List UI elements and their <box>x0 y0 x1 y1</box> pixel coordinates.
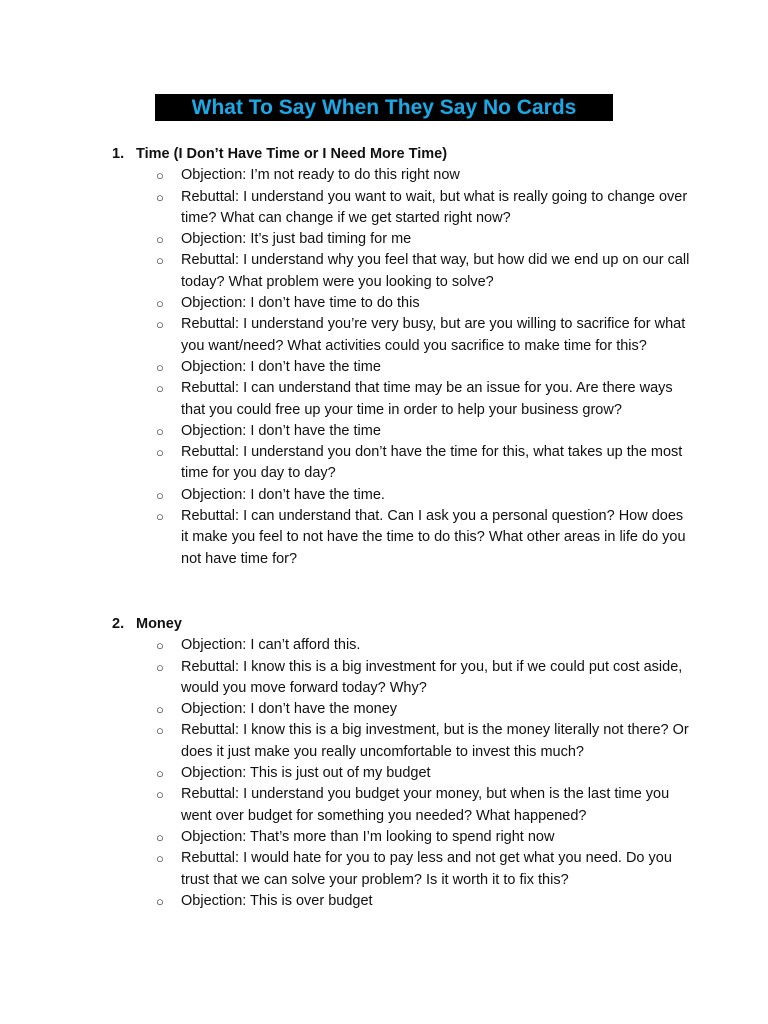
section-money <box>112 614 692 912</box>
section-number: 1. <box>112 146 125 162</box>
list-item <box>112 357 692 378</box>
section-number: 2. <box>112 616 125 632</box>
list-item <box>112 485 692 506</box>
item-text: Rebuttal: I can understand that time may be an issue for you. Are there ways that you could free up your time in order to help your business grow? <box>181 380 673 418</box>
circle-bullet-icon: ○ <box>156 509 164 525</box>
item-text: Objection: I don’t have the money <box>181 701 398 718</box>
item-text: Objection: I don’t have time to do this <box>181 295 420 312</box>
item-text: Objection: This is over budget <box>181 892 373 909</box>
item-text: Objection: I don’t have the time. <box>181 486 385 503</box>
list-item <box>112 635 692 656</box>
circle-bullet-icon: ○ <box>156 787 164 803</box>
list-item <box>112 378 692 421</box>
item-text: Rebuttal: I know this is a big investment for you, but if we could put cost aside, would you move forward today? Why? <box>181 658 683 696</box>
circle-bullet-icon: ○ <box>156 445 164 461</box>
item-text: Rebuttal: I understand you’re very busy, but are you willing to sacrifice for what you want/need? What activities could you sacrifice to make time for this? <box>181 316 686 354</box>
circle-bullet-icon: ○ <box>156 723 164 739</box>
list-item <box>112 314 692 357</box>
item-text: Objection: I’m not ready to do this right now <box>181 167 460 184</box>
circle-bullet-icon: ○ <box>156 317 164 333</box>
list-item <box>112 891 692 912</box>
list-item <box>112 827 692 848</box>
list-item <box>112 763 692 784</box>
circle-bullet-icon: ○ <box>156 702 164 718</box>
circle-bullet-icon: ○ <box>156 487 164 503</box>
item-text: Objection: I don’t have the time <box>181 358 381 375</box>
page-title: What To Say When They Say No Cards <box>191 96 577 119</box>
circle-bullet-icon: ○ <box>156 189 164 205</box>
list-item <box>112 187 692 230</box>
section-heading <box>112 144 692 165</box>
item-text: Rebuttal: I can understand that. Can I ask you a personal question? How does it make you feel to not have the time to do this? What other areas in life do you not have time for? <box>181 508 686 567</box>
circle-bullet-icon: ○ <box>156 168 164 184</box>
circle-bullet-icon: ○ <box>156 359 164 375</box>
circle-bullet-icon: ○ <box>156 829 164 845</box>
list-item <box>112 165 692 186</box>
item-text: Objection: I can’t afford this. <box>181 637 361 654</box>
section-time <box>112 144 692 570</box>
list-item <box>112 784 692 827</box>
circle-bullet-icon: ○ <box>156 851 164 867</box>
circle-bullet-icon: ○ <box>156 638 164 654</box>
objection-list <box>112 165 692 570</box>
item-text: Objection: That’s more than I’m looking to spend right now <box>181 828 555 845</box>
circle-bullet-icon: ○ <box>156 253 164 269</box>
list-item <box>112 699 692 720</box>
item-text: Rebuttal: I understand you budget your money, but when is the last time you went over budget for something you needed? What happened? <box>181 786 670 824</box>
list-item <box>112 293 692 314</box>
item-text: Rebuttal: I understand why you feel that way, but how did we end up on our call today? What problem were you looking to solve? <box>181 252 690 290</box>
list-item <box>112 250 692 293</box>
section-title: Money <box>136 616 182 632</box>
list-item <box>112 657 692 700</box>
list-item <box>112 720 692 763</box>
list-item <box>112 506 692 570</box>
item-text: Objection: It’s just bad timing for me <box>181 231 412 248</box>
list-item <box>112 421 692 442</box>
section-heading <box>112 614 692 635</box>
circle-bullet-icon: ○ <box>156 893 164 909</box>
circle-bullet-icon: ○ <box>156 659 164 675</box>
title-banner <box>155 94 613 121</box>
objection-list <box>112 635 692 912</box>
item-text: Rebuttal: I understand you don’t have the time for this, what takes up the most time for you day to day? <box>181 444 683 482</box>
circle-bullet-icon: ○ <box>156 232 164 248</box>
item-text: Objection: I don’t have the time <box>181 422 381 439</box>
item-text: Rebuttal: I would hate for you to pay less and not get what you need. Do you trust that we can solve your problem? Is it worth it to fix this? <box>181 850 672 888</box>
item-text: Objection: This is just out of my budget <box>181 765 431 782</box>
circle-bullet-icon: ○ <box>156 296 164 312</box>
list-item <box>112 442 692 485</box>
circle-bullet-icon: ○ <box>156 381 164 397</box>
item-text: Rebuttal: I know this is a big investment, but is the money literally not there? Or does it just make you really uncomfortable to invest this much? <box>181 722 689 760</box>
circle-bullet-icon: ○ <box>156 766 164 782</box>
circle-bullet-icon: ○ <box>156 423 164 439</box>
list-item <box>112 848 692 891</box>
section-title: Time (I Don’t Have Time or I Need More Time) <box>136 146 448 162</box>
list-item <box>112 229 692 250</box>
item-text: Rebuttal: I understand you want to wait, but what is really going to change over time? What can change if we get started right now? <box>181 188 688 226</box>
